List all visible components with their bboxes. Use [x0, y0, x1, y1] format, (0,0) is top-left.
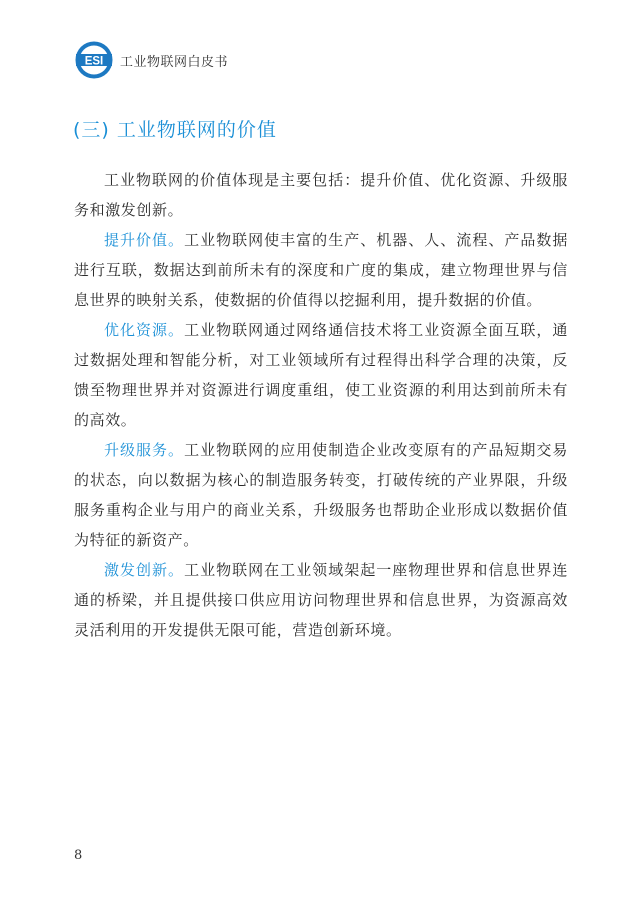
paragraph: [74, 315, 568, 435]
paragraph-keyword: 优化资源。: [104, 321, 185, 339]
esi-logo-icon: [74, 40, 114, 80]
paragraph: [74, 555, 568, 645]
paragraph: [74, 165, 568, 225]
paragraph-text: 工业物联网在工业领域架起一座物理世界和信息世界连通的桥梁，并且提供接口供应用访问物理世界和信息世界，为资源高效灵活利用的开发提供无限可能，营造创新环境。: [74, 561, 568, 639]
paragraph-text: 工业物联网的价值体现是主要包括：提升价值、优化资源、升级服务和激发创新。: [74, 171, 568, 219]
page-number: 8: [74, 848, 83, 863]
page-header: [74, 40, 228, 80]
section-title: (三) 工业物联网的价值: [73, 119, 277, 141]
paragraph: [74, 435, 568, 555]
document-title: 工业物联网白皮书: [120, 54, 229, 70]
paragraph-text: 工业物联网使丰富的生产、机器、人、流程、产品数据进行互联，数据达到前所未有的深度和广度的集成，建立物理世界与信息世界的映射关系，使数据的价值得以挖掘利用，提升数据的价值。: [74, 231, 568, 309]
paragraph-keyword: 升级服务。: [104, 441, 185, 459]
logo-text: ESI: [84, 55, 104, 68]
paragraph-text: 工业物联网通过网络通信技术将工业资源全面互联，通过数据处理和智能分析，对工业领域所有过程得出科学合理的决策，反馈至物理世界并对资源进行调度重组，使工业资源的利用达到前所未有的高效。: [74, 321, 568, 429]
paragraph: [74, 225, 568, 315]
paragraph-keyword: 激发创新。: [104, 561, 185, 579]
body-text: [74, 165, 568, 645]
paragraph-keyword: 提升价值。: [104, 231, 185, 249]
paragraph-text: 工业物联网的应用使制造企业改变原有的产品短期交易的状态，向以数据为核心的制造服务转变，打破传统的产业界限，升级服务重构企业与用户的商业关系，升级服务也帮助企业形成以数据价值为特征的新资产。: [74, 441, 568, 549]
